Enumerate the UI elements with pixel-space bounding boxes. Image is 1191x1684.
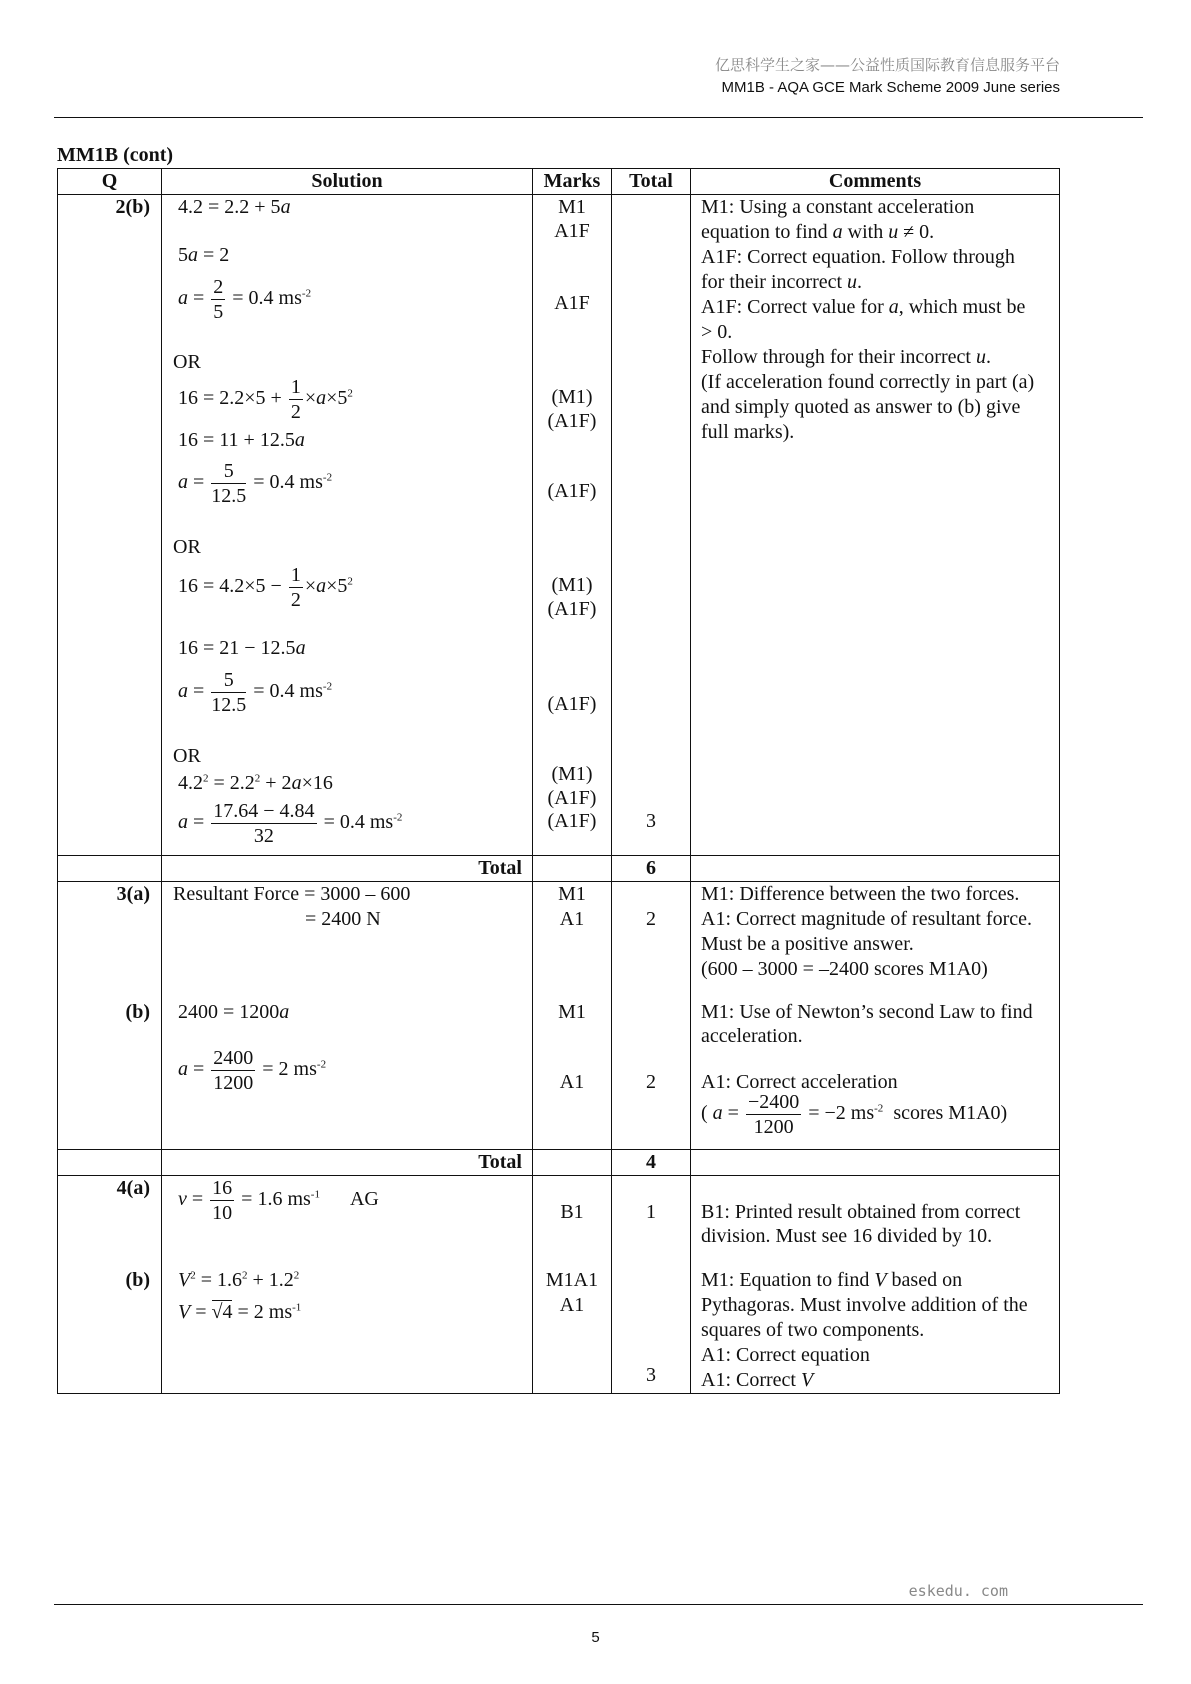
header-divider [54,117,1143,118]
solution-cell [162,195,533,856]
equation: 16 = 21 − 12.5a [173,637,306,659]
table-row: 4(a) v = $\frac{16}{10}$ = 1.6 $ms^{-1}$ AG B1 1 B1: Printed result obtained from correct division. Must see 16 divided by 10. [58,1176,1060,1269]
equation: 16 = 2.2×5 + $\frac{1}{2}$ $\times a\times 5^2$ [173,376,353,423]
table-header-row [58,169,1060,195]
equation: 5a = 2 [173,244,230,266]
equation: v = $\frac{16}{10}$ = 1.6 $ms^{-1}$ AG [178,1177,379,1224]
mark-scheme-table [57,168,1060,1394]
col-header-marks: Marks [533,169,612,195]
equation: a = $\frac{17.64 - 4.84}{32}$ = 0.4 $ms^{-2}$ [178,800,403,847]
equation: $4.2^2 = 2.2^2 + 2a\times 16$ [173,772,333,794]
equation: a = $\frac{2400}{1200}$ = 2 $ms^{-2}$ [178,1047,327,1094]
col-header-q: Q [58,169,162,195]
table-row: (b) $V^2 = 1.6^2 + 1.2^2$ V = √4 = 2 $ms^{-1}$ M1A1 A1 3 M1: Equation to find V based on Pythagoras. Must involve addition of the squares of two components. A1: Correct equation A1: Correct V [58,1268,1060,1394]
document-title: MM1B - AQA GCE Mark Scheme 2009 June series [721,79,1060,96]
equation: 16 = 4.2×5 − $\frac{1}{2}$ $\times a\times 5^2$ [173,564,353,611]
table-row: (b) 2400 = 1200a a = $\frac{2400}{1200}$ = 2 $ms^{-2}$ M1 A1 2 M1: Use of Newton’s second Law to find acceleration. A1: Correct acceleration ( a = $\frac{-2400}{1200}$ = −2 $ms^{-2}$ scores M1A0) [58,1000,1060,1150]
total-row: Total 4 [58,1150,1060,1176]
equation: $V^2 = 1.6^2 + 1.2^2$ [178,1269,300,1291]
equation: 4.2 = 2.2 + 5a [173,196,291,218]
solution-cell [162,1000,533,1150]
footer-divider [54,1604,1143,1605]
equation: 2400 = 1200a [173,1001,290,1023]
solution-cell [162,1176,533,1269]
equation: V = √4 = 2 $ms^{-1}$ [178,1301,302,1323]
solution-cell: Resultant Force = 3000 – 600 = 2400 N [162,882,533,1001]
or-label: OR [173,745,201,767]
equation: a = $\frac{5}{12.5}$ = 0.4 $ms^{-2}$ [178,460,333,507]
col-header-comments: Comments [691,169,1060,195]
comments-cell: M1: Using a constant acceleration equation to find a with u ≠ 0. A1F: Correct equation. Follow through for their incorrect u. A1F: Correct value for a, which must be > 0. Follow through for their incorrect u. (If acceleration found correctly in part (a) and simply quoted as answer to (b) give full marks). [691,195,1060,856]
table-row [58,195,1060,856]
equation: 16 = 11 + 12.5a [173,429,305,451]
total-cell: 3 [612,195,691,856]
site-header: 亿思科学生之家——公益性质国际教育信息服务平台 [714,56,1060,74]
page-number: 5 [591,1629,600,1646]
section-title: MM1B (cont) [57,144,174,166]
or-label: OR [173,351,201,373]
col-header-solution: Solution [162,169,533,195]
table-row: 3(a) Resultant Force = 3000 – 600 = 2400 N M1 A1 2 M1: Difference between the two forces. A1: Correct magnitude of resultant force. Must be a positive answer. (600 – 3000 = –2400 scores M1A0) [58,882,1060,1001]
col-header-total: Total [612,169,691,195]
equation: a = $\frac{2}{5}$ = 0.4 $ms^{-2}$ [178,276,312,323]
watermark: eskedu. com [908,1582,1008,1600]
question-label: 2(b) [58,195,162,856]
marks-cell: M1 A1F A1F (M1) (A1F) (A1F) (M1) (A1F) (A1F) (M1) (A1F) (A1F) [533,195,612,856]
solution-cell [162,1268,533,1394]
equation: a = $\frac{5}{12.5}$ = 0.4 $ms^{-2}$ [178,669,333,716]
or-label: OR [173,536,201,558]
total-row: Total 6 [58,856,1060,882]
